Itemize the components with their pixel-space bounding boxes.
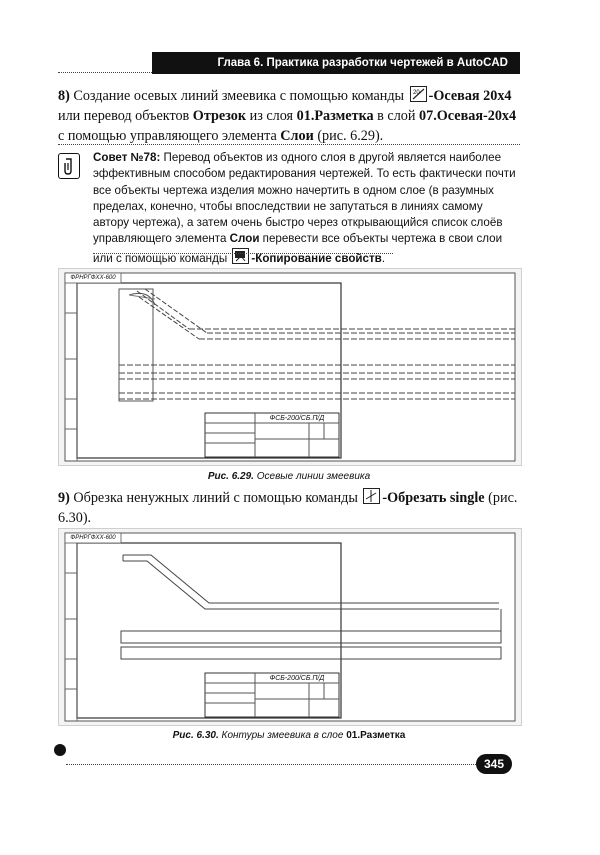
caption-label: Рис. 6.29. xyxy=(207,471,254,482)
svg-text:20: 20 xyxy=(412,90,420,96)
caption-text: Осевые линии змеевика xyxy=(253,471,371,482)
match-properties-icon xyxy=(232,248,249,264)
tip-title: Совет №78: xyxy=(93,151,161,164)
figure-6-30 xyxy=(58,528,522,726)
step-8-layer-to: 07.Осевая-20х4 xyxy=(419,108,517,124)
chapter-header xyxy=(152,52,520,74)
step-8-layer-from: 01.Разметка xyxy=(296,108,374,124)
tip-text xyxy=(93,150,518,267)
step-9-text-1: Обрезка ненужных линий с помощью команды xyxy=(69,490,362,506)
footer-bullet xyxy=(54,744,66,756)
figure-6-30-caption xyxy=(58,730,520,741)
page-number: 345 xyxy=(476,754,512,774)
caption-text: Контуры змеевика в слое xyxy=(218,730,347,741)
tip-text-1: Перевод объектов из одного слоя в другой является наиболее эффективным способом редактирования чертежей. То есть фактически почти все объекты чертежа изделия можно начертить в одном слое (в разумных пределах, конечно, чтобы впоследствии не запутаться в линиях самому автору чертежа), а затем очень быстро через открывающийся список слоёв управляющего элемента xyxy=(93,151,516,246)
figure-6-29-caption xyxy=(58,471,520,482)
tip-bottom-divider xyxy=(93,253,393,254)
tip-command: -Копирование свойств xyxy=(251,251,382,265)
title-block-code: ФСБ-200/СБ.П/Д xyxy=(269,415,325,422)
step-8-text-3: из слоя xyxy=(246,108,297,124)
step-8-command: -Осевая 20х4 xyxy=(428,88,512,104)
step-9-command: -Обрезать single xyxy=(382,490,485,506)
drawing-stamp-label: ФРНРГФХХ-600 xyxy=(70,275,116,281)
step-8-text-6: (рис. 6.29). xyxy=(313,128,384,144)
step-8-control: Слои xyxy=(280,128,314,144)
tip-control: Слои xyxy=(229,232,260,246)
title-block-code: ФСБ-200/СБ.П/Д xyxy=(269,675,325,682)
drawing-coil-contours xyxy=(59,529,521,725)
step-9-paragraph xyxy=(58,488,520,528)
tip-text-3: . xyxy=(381,251,386,265)
step-8-number: 8) xyxy=(58,88,70,104)
step-8-text-5: с помощью управляющего элемента xyxy=(58,128,281,144)
step-9-text-2: (рис. 6.30). xyxy=(58,490,518,526)
step-8-paragraph xyxy=(58,86,520,146)
step-8-text-4: в слой xyxy=(373,108,420,124)
tip-top-divider xyxy=(58,144,520,145)
trim-icon xyxy=(363,488,380,504)
caption-label: Рис. 6.30. xyxy=(172,730,219,741)
drawing-axis-lines xyxy=(59,269,521,465)
step-8-object: Отрезок xyxy=(192,108,247,124)
chapter-title: Глава 6. Практика разработки чертежей в AutoCAD xyxy=(217,57,508,69)
step-8-text-1: Создание осевых линий змеевика с помощью команды xyxy=(69,88,408,104)
figure-6-29 xyxy=(58,268,522,466)
footer-divider xyxy=(66,764,476,765)
caption-layer: 01.Разметка xyxy=(346,730,406,741)
step-9-number: 9) xyxy=(58,490,70,506)
step-8-text-2: или перевод объектов xyxy=(58,108,193,124)
drawing-stamp-label: ФРНРГФХХ-600 xyxy=(70,535,116,541)
tip-note-icon xyxy=(58,153,80,179)
tip-text-2: перевести все объекты чертежа в свои слои или с помощью команды xyxy=(93,232,503,265)
axis-line-icon xyxy=(410,86,427,102)
header-divider xyxy=(58,72,152,73)
